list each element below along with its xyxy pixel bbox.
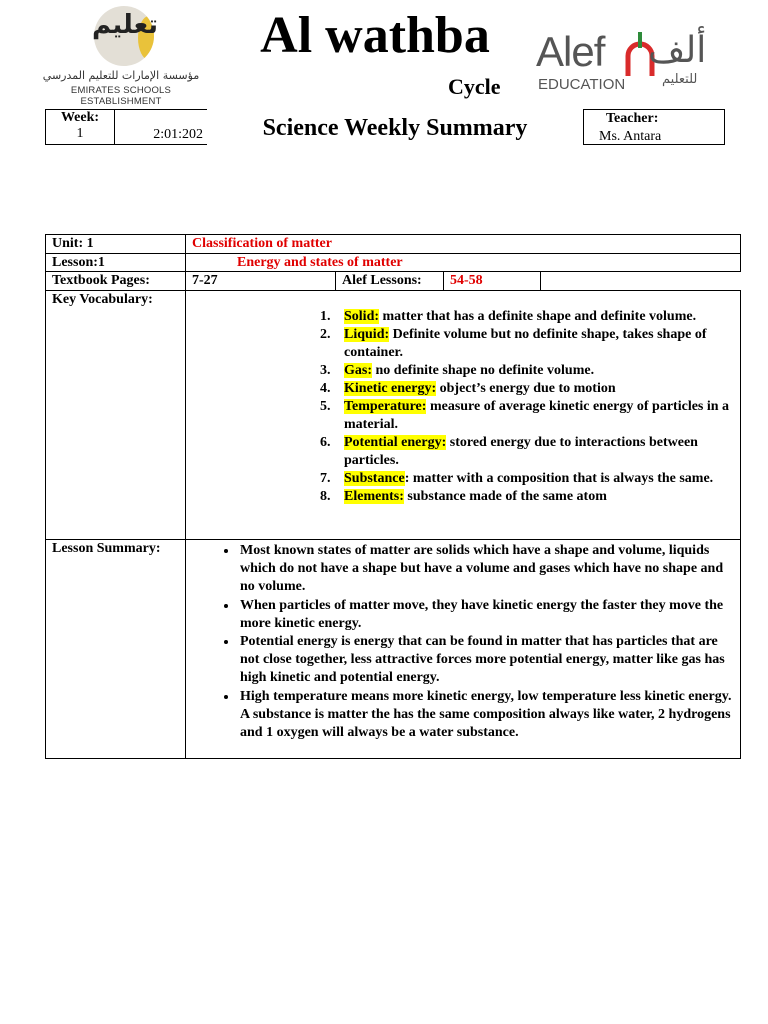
summary-item: • When particles of matter move, they have kinetic energy the faster they move the more kinetic energy. — [238, 597, 734, 633]
school-name: Al wathba — [260, 7, 490, 64]
summary-table — [45, 234, 741, 759]
cycle-label: Cycle — [448, 74, 501, 99]
teacher-name: Ms. Antara — [599, 129, 662, 144]
ese-arabic-name: مؤسسة الإمارات للتعليم المدرسي — [42, 69, 200, 82]
vocab-term: Substance — [344, 471, 405, 486]
date-value: 2:01:202 — [153, 127, 203, 142]
vocab-definition: matter that has a definite shape and definite volume. — [379, 309, 697, 324]
vocab-item — [192, 470, 734, 488]
pages-label: Textbook Pages: — [46, 272, 186, 291]
vocab-item — [192, 488, 734, 506]
lesson-label: Lesson:1 — [46, 254, 186, 272]
alef-education-logo — [536, 10, 736, 100]
week-date-box — [45, 109, 207, 145]
summary-item: • Potential energy is energy that can be found in matter that has particles that are not close together, less attractive forces more potential energy, matter like gas has high kinetic and potential energy. — [238, 633, 734, 688]
vocab-definition: stored energy due to interactions between particles. — [344, 435, 698, 468]
lesson-value: Energy and states of matter — [186, 254, 741, 272]
summary-list — [192, 542, 734, 742]
alef-arabic-sub: للتعليم — [662, 72, 698, 87]
date-cell — [115, 110, 208, 145]
vocab-cell — [186, 291, 741, 540]
emirates-schools-logo — [30, 6, 212, 107]
ese-english-name: EMIRATES SCHOOLS ESTABLISHMENT — [70, 85, 172, 107]
alef-word: Alef — [536, 28, 605, 75]
summary-label: Lesson Summary: — [46, 540, 186, 759]
vocab-number: 6. — [320, 435, 331, 450]
vocab-definition: no definite shape no definite volume. — [372, 363, 595, 378]
vocab-number: 1. — [320, 309, 331, 324]
vocab-definition: object’s energy due to motion — [436, 381, 616, 396]
week-label: Week: — [60, 110, 100, 125]
vocab-number: 8. — [320, 489, 331, 504]
vocab-term: Potential energy: — [344, 435, 447, 450]
vocab-item — [192, 326, 734, 362]
empty-cell — [541, 272, 741, 291]
vocab-definition: substance made of the same atom — [403, 489, 607, 504]
vocab-term: Elements: — [344, 489, 404, 504]
summary-item: • Most known states of matter are solids which have a shape and volume, liquids which do not have a shape but have a volume and gases which have no shape and no volume. — [238, 542, 734, 597]
vocab-item — [192, 434, 734, 470]
summary-item: • High temperature means more kinetic energy, low temperature less kinetic energy. A substance is matter the has the same composition always like water, 2 hydrogens and 1 oxygen will always be a water substance. — [238, 688, 734, 743]
alef-education-text: EDUCATION — [538, 76, 626, 93]
vocab-item — [192, 380, 734, 398]
alef-lessons-label: Alef Lessons: — [336, 272, 444, 291]
vocab-term: Solid: — [344, 309, 380, 324]
teacher-label: Teacher: — [606, 111, 659, 126]
vocab-definition: measure of average kinetic energy of particles in a material. — [344, 399, 730, 432]
vocab-item — [192, 362, 734, 380]
summary-cell — [186, 540, 741, 759]
vocab-definition: : matter with a composition that is always the same. — [404, 471, 714, 486]
vocab-item — [192, 308, 734, 326]
vocab-term: Kinetic energy: — [344, 381, 437, 396]
vocab-number: 7. — [320, 471, 331, 486]
vocab-label: Key Vocabulary: — [46, 291, 186, 540]
vocab-term: Liquid: — [344, 327, 390, 342]
vocab-list — [192, 308, 734, 506]
week-value: 1 — [76, 126, 84, 141]
unit-value: Classification of matter — [186, 235, 741, 254]
ese-arabic-mark: تعليم — [92, 10, 159, 40]
week-cell — [46, 110, 115, 145]
vocab-number: 4. — [320, 381, 331, 396]
alef-lessons-value: 54-58 — [444, 272, 541, 291]
vocab-number: 5. — [320, 399, 331, 414]
pages-value: 7-27 — [186, 272, 336, 291]
vocab-number: 3. — [320, 363, 331, 378]
vocab-item — [192, 398, 734, 434]
vocab-definition: Definite volume but no definite shape, takes shape of container. — [344, 327, 707, 360]
page-title: Science Weekly Summary — [262, 115, 528, 141]
unit-label: Unit: 1 — [46, 235, 186, 254]
vocab-term: Gas: — [344, 363, 372, 378]
vocab-term: Temperature: — [344, 399, 427, 414]
teacher-box — [583, 109, 725, 145]
vocab-number: 2. — [320, 327, 331, 342]
alef-arabic-word: ألف — [648, 30, 707, 71]
